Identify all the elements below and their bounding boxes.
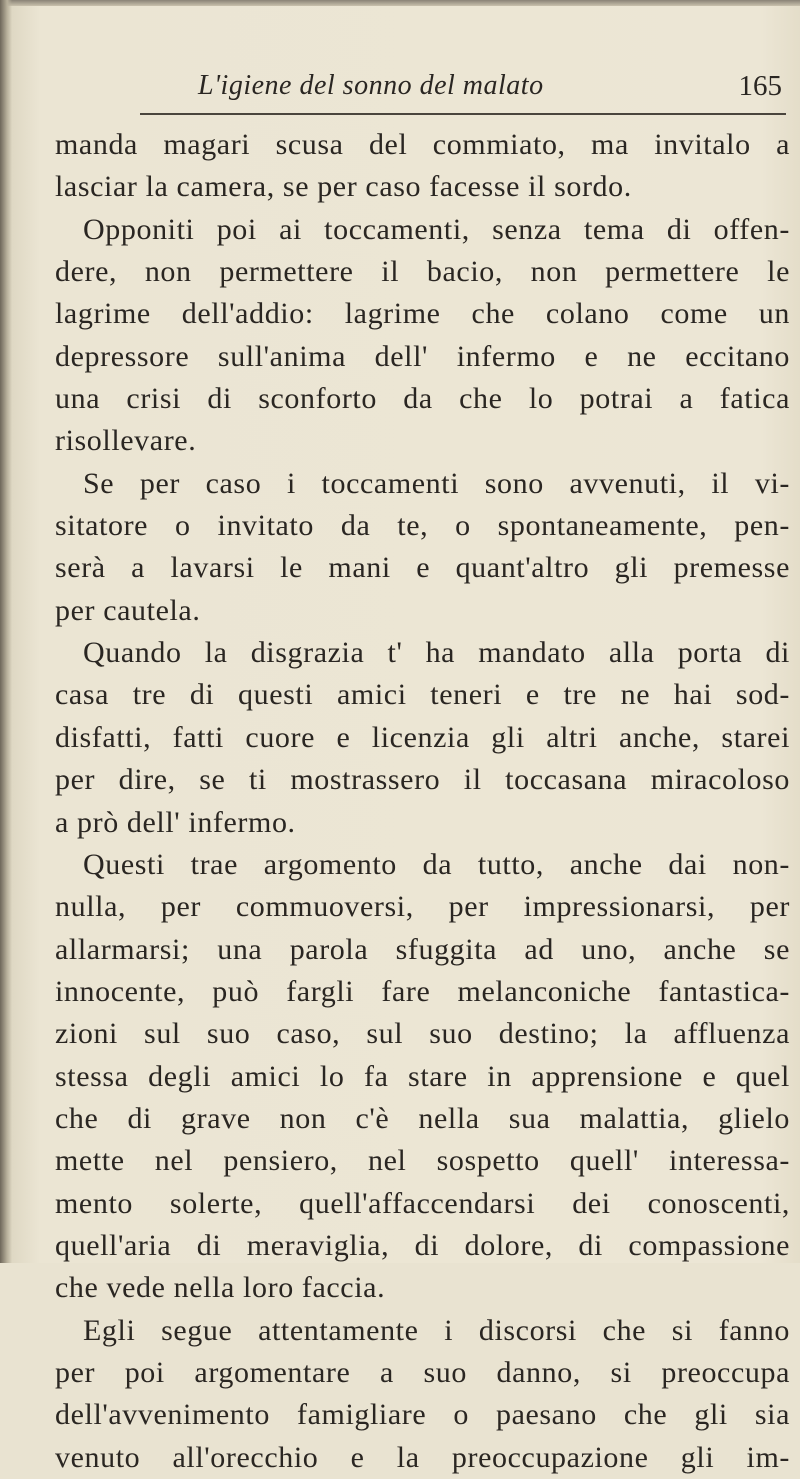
text-line: che vede nella loro faccia. [55, 1271, 386, 1305]
page-number: 165 [738, 70, 782, 102]
text-line: quell'aria di meraviglia, di dolore, di compassione [55, 1228, 790, 1262]
text-line: per cautela. [55, 593, 201, 627]
text-line: per poi argomentare a suo danno, si preoccupa [55, 1355, 790, 1389]
text-line: dere, non permettere il bacio, non permettere le [55, 255, 790, 289]
text-line: una crisi di sconforto da che lo potrai a fatica [55, 382, 790, 416]
text-line: lagrime dell'addio: lagrime che colano come un [55, 297, 790, 331]
text-line: innocente, può fargli fare melanconiche fantastica- [55, 974, 790, 1008]
page-binding-edge [0, 0, 12, 1263]
header-divider [140, 113, 786, 115]
text-line: dell'avvenimento famigliare o paesano che gli sia [55, 1398, 790, 1432]
text-line: casa tre di questi amici teneri e tre ne hai sod- [55, 678, 790, 712]
text-line: stessa degli amici lo fa stare in apprensione e quel [55, 1059, 790, 1093]
text-line: Egli segue attentamente i discorsi che si fanno [83, 1313, 790, 1347]
body-text [55, 124, 790, 1479]
page-top-edge [0, 0, 800, 6]
text-line: Questi trae argomento da tutto, anche dai non- [83, 847, 790, 881]
text-line: depressore sull'anima dell' infermo e ne eccitano [55, 339, 790, 373]
text-line: Se per caso i toccamenti sono avvenuti, il vi- [83, 466, 790, 500]
text-line: sitatore o invitato da te, o spontaneamente, pen- [55, 509, 790, 543]
text-line: risollevare. [55, 424, 197, 458]
text-line: disfatti, fatti cuore e licenzia gli altri anche, starei [55, 720, 790, 754]
text-line: a prò dell' infermo. [55, 805, 296, 839]
text-line: mette nel pensiero, nel sospetto quell' interessa- [55, 1144, 790, 1178]
running-head [140, 68, 786, 108]
text-line: manda magari scusa del commiato, ma invitalo a [55, 128, 790, 161]
text-line: mento solerte, quell'affaccendarsi dei conoscenti, [55, 1186, 790, 1220]
text-line: zioni sul suo caso, sul suo destino; la affluenza [55, 1017, 790, 1051]
text-line: che di grave non c'è nella sua malattia, glielo [55, 1101, 790, 1135]
text-line: allarmarsi; una parola sfuggita ad uno, anche se [55, 932, 790, 966]
running-title: L'igiene del sonno del malato [198, 70, 544, 101]
text-line: venuto all'orecchio e la preoccupazione gli im- [55, 1440, 790, 1474]
text-line: Quando la disgrazia t' ha mandato alla porta di [83, 636, 790, 670]
text-line: serà a lavarsi le mani e quant'altro gli premesse [55, 551, 790, 585]
text-line: Opponiti poi ai toccamenti, senza tema di offen- [83, 212, 790, 246]
text-line: nulla, per commuoversi, per impressionarsi, per [55, 890, 790, 924]
text-line: lasciar la camera, se per caso facesse il sordo. [55, 170, 632, 204]
text-line: per dire, se ti mostrassero il toccasana miracoloso [55, 763, 790, 797]
